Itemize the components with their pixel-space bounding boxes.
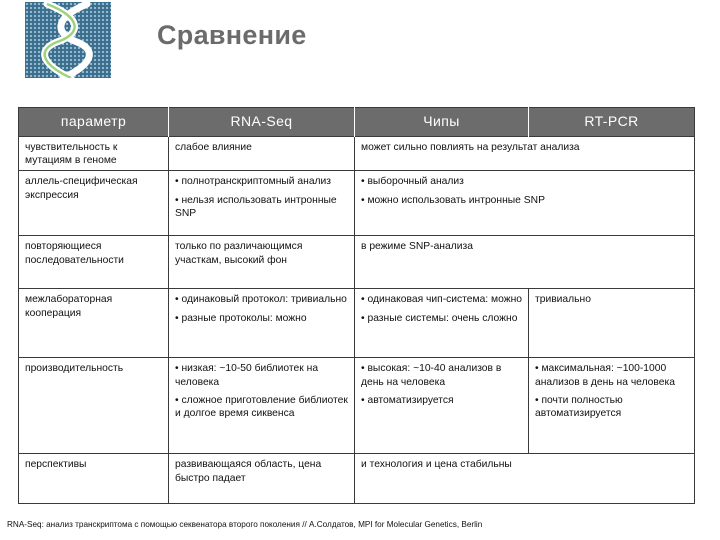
table-row [19,137,695,171]
rnaseq-cell: • полнотранскриптомный анализ • нельзя использовать интронные SNP [169,171,355,236]
rtpcr-cell: • максимальная: ~100-1000 анализов в день на человека • почти полностью автоматизируется [529,358,695,454]
slide-footer: RNA-Seq: анализ транскриптома с помощью секвенатора второго поколения // А.Солдатов, MPI for Molecular Genetics, Berlin [7,520,483,529]
rnaseq-cell: слабое влияние [169,137,355,171]
chips-cell: • высокая: ~10-40 анализов в день на человека • автоматизируется [355,358,529,454]
chips-rtpcr-cell: • выборочный анализ • можно использовать интронные SNP [355,171,695,236]
slide-title: Сравнение [157,20,307,50]
rnaseq-cell: только по различающимся участкам, высокий фон [169,236,355,289]
rnaseq-cell: развивающаяся область, цена быстро падает [169,454,355,504]
table-row [19,454,695,504]
header-parameter: параметр [19,108,169,137]
chips-rtpcr-cell: может сильно повлиять на результат анализа [355,137,695,171]
table-row [19,236,695,289]
header-rnaseq: RNA-Seq [169,108,355,137]
dna-logo-icon [25,2,111,78]
chips-rtpcr-cell: и технология и цена стабильны [355,454,695,504]
table-row [19,358,695,454]
row-param: перспективы [19,454,169,504]
rtpcr-cell: тривиально [529,289,695,358]
chips-cell: • одинаковая чип-система: можно • разные системы: очень сложно [355,289,529,358]
table-row [19,289,695,358]
row-param: производительность [19,358,169,454]
row-param: чувствительность к мутациям в геноме [19,137,169,171]
comparison-table [18,107,695,504]
header-rtpcr: RT-PCR [529,108,695,137]
row-param: аллель-специфическая экспрессия [19,171,169,236]
table-row [19,171,695,236]
row-param: повторяющиеся последовательности [19,236,169,289]
rnaseq-cell: • одинаковый протокол: тривиально • разные протоколы: можно [169,289,355,358]
row-param: межлабораторная кооперация [19,289,169,358]
rnaseq-cell: • низкая: ~10-50 библиотек на человека • сложное приготовление библиотек и долгое время сиквенса [169,358,355,454]
header-chips: Чипы [355,108,529,137]
chips-rtpcr-cell: в режиме SNP-анализа [355,236,695,289]
